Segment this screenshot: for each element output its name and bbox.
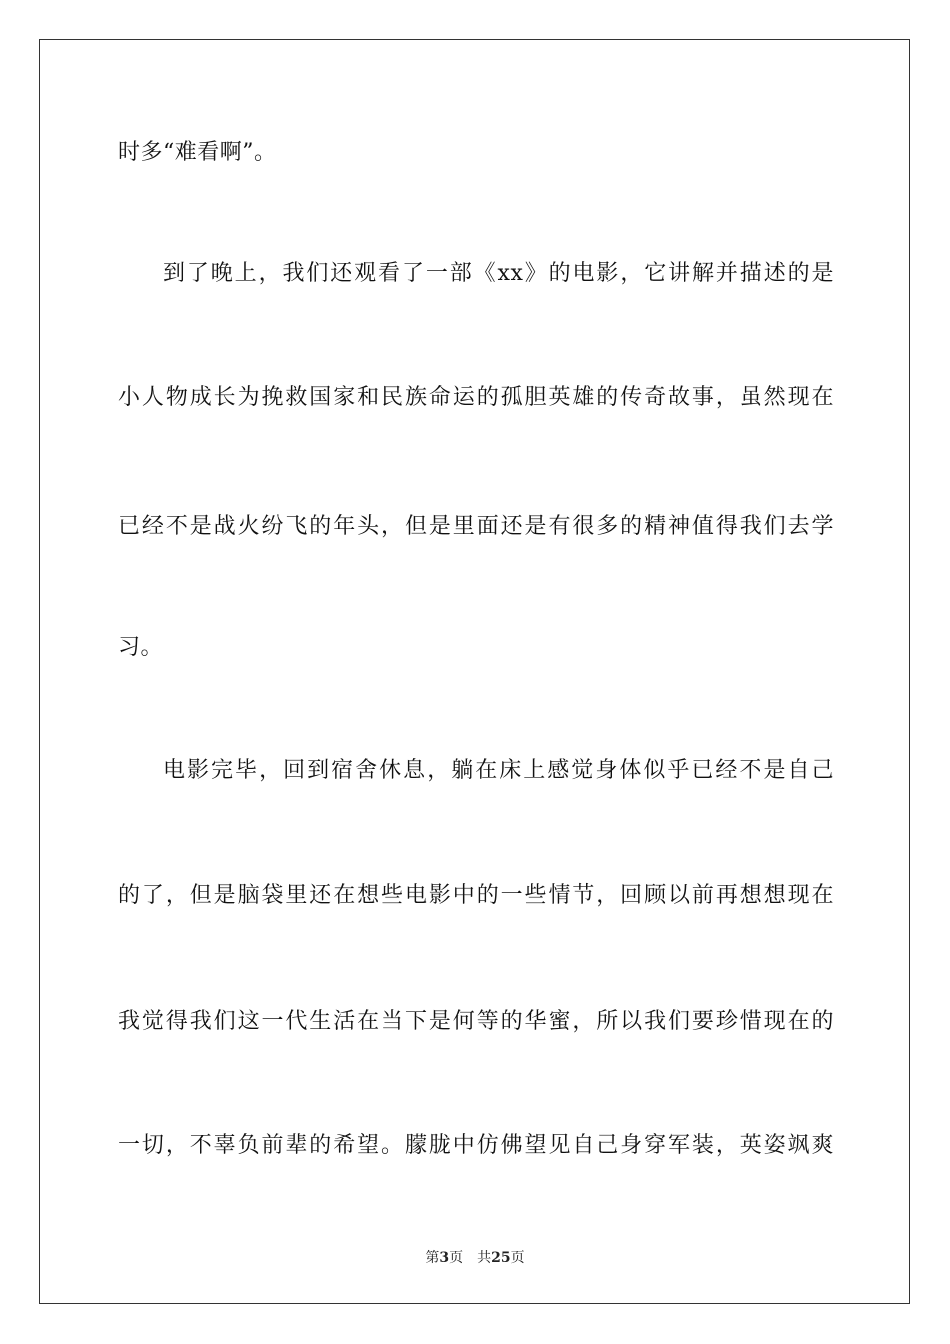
text-line-9: 一切，不辜负前辈的希望。朦胧中仿佛望见自己身穿军装，英姿飒爽 [118, 1133, 834, 1158]
footer-page-number: 3 [439, 1250, 450, 1266]
footer-page-suffix: 页 [449, 1250, 464, 1266]
page-footer [0, 1248, 950, 1268]
footer-page-prefix: 第 [425, 1250, 440, 1266]
footer-total-prefix: 共 [477, 1250, 492, 1266]
text-line-8: 我觉得我们这一代生活在当下是何等的华蜜，所以我们要珍惜现在的 [118, 1009, 834, 1034]
text-line-5: 习。 [118, 635, 164, 660]
text-line-3: 小人物成长为挽救国家和民族命运的孤胆英雄的传奇故事，虽然现在 [118, 385, 834, 410]
text-line-4: 已经不是战火纷飞的年头，但是里面还是有很多的精神值得我们去学 [118, 514, 834, 539]
text-line-1: 时多“难看啊”。 [118, 140, 277, 165]
footer-total-suffix: 页 [510, 1250, 525, 1266]
text-line-6: 电影完毕，回到宿舍休息，躺在床上感觉身体似乎已经不是自己 [163, 758, 834, 783]
footer-total-pages: 25 [491, 1250, 511, 1266]
text-line-7: 的了，但是脑袋里还在想些电影中的一些情节，回顾以前再想想现在 [118, 883, 834, 908]
text-line-2: 到了晚上，我们还观看了一部《xx》的电影，它讲解并描述的是 [163, 261, 834, 286]
page-border [39, 39, 910, 1304]
